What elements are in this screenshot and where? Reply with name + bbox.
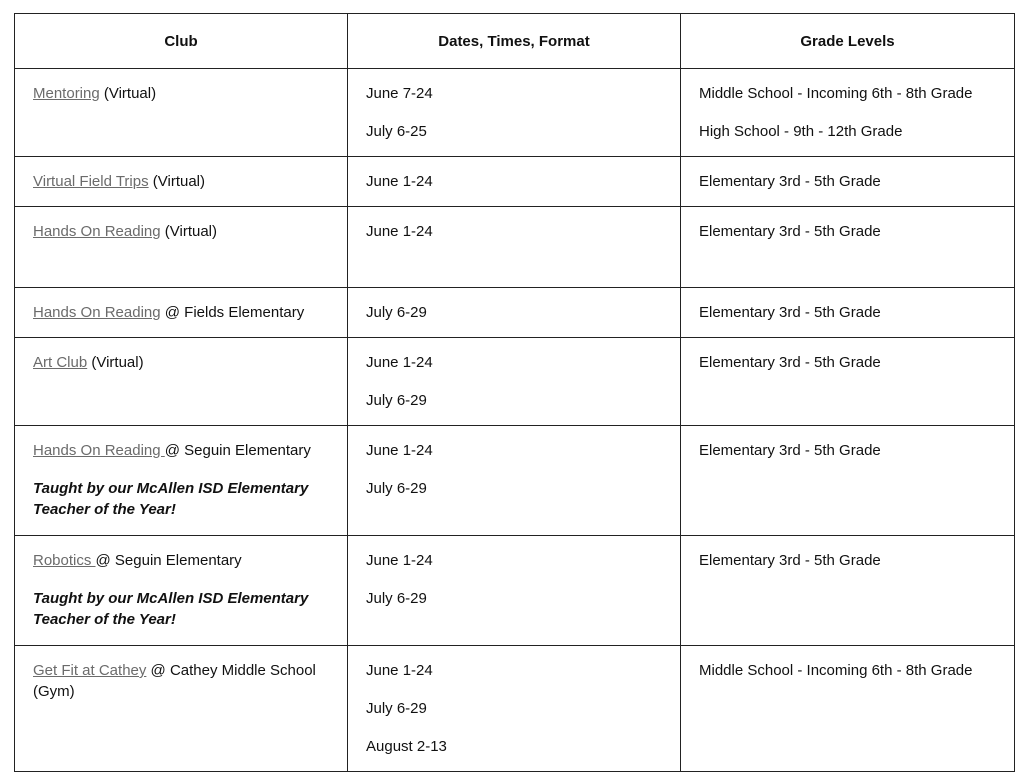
grade-level: High School - 9th - 12th Grade	[699, 123, 903, 140]
club-location: @ Cathey Middle School (Gym)	[33, 662, 316, 700]
club-cell	[15, 69, 348, 157]
table-row	[15, 288, 1015, 338]
grades-cell	[681, 69, 1015, 157]
dates-cell	[348, 536, 681, 646]
date-range: June 7-24	[366, 85, 433, 102]
date-range: July 6-29	[366, 590, 427, 607]
club-cell	[15, 157, 348, 207]
date-range: August 2-13	[366, 738, 447, 755]
dates-cell	[348, 69, 681, 157]
date-range: July 6-29	[366, 392, 427, 409]
grades-cell	[681, 207, 1015, 288]
dates-cell	[348, 288, 681, 338]
table-row	[15, 157, 1015, 207]
grades-cell	[681, 157, 1015, 207]
club-note: Taught by our McAllen ISD Elementary Teacher of the Year!	[33, 480, 309, 518]
club-cell	[15, 536, 348, 646]
club-link-robotics[interactable]: Robotics	[33, 552, 96, 569]
date-range: June 1-24	[366, 173, 433, 190]
club-format: (Virtual)	[160, 223, 217, 240]
club-link-hands-on-reading-fields[interactable]: Hands On Reading	[33, 304, 161, 321]
club-cell	[15, 646, 348, 772]
club-cell	[15, 426, 348, 536]
table-row	[15, 646, 1015, 772]
table-row	[15, 338, 1015, 426]
table-row	[15, 207, 1015, 288]
club-link-art-club[interactable]: Art Club	[33, 354, 88, 371]
grades-cell	[681, 426, 1015, 536]
date-range: June 1-24	[366, 442, 433, 459]
club-format: (Virtual)	[87, 354, 144, 371]
column-header-dates: Dates, Times, Format	[348, 14, 681, 69]
club-format: (Virtual)	[99, 85, 157, 102]
table-header-row	[15, 14, 1015, 69]
club-link-hands-on-reading-seguin[interactable]: Hands On Reading	[33, 442, 165, 459]
dates-cell	[348, 646, 681, 772]
grade-level: Elementary 3rd - 5th Grade	[699, 304, 881, 321]
clubs-table	[14, 13, 1015, 772]
dates-cell	[348, 426, 681, 536]
grade-level: Middle School - Incoming 6th - 8th Grade	[699, 662, 973, 679]
dates-cell	[348, 338, 681, 426]
club-cell	[15, 338, 348, 426]
grade-level: Elementary 3rd - 5th Grade	[699, 552, 881, 569]
grades-cell	[681, 536, 1015, 646]
grade-level: Elementary 3rd - 5th Grade	[699, 223, 881, 240]
date-range: June 1-24	[366, 662, 433, 679]
grade-level: Middle School - Incoming 6th - 8th Grade	[699, 85, 973, 102]
date-range: July 6-29	[366, 480, 427, 497]
dates-cell	[348, 207, 681, 288]
date-range: July 6-29	[366, 304, 427, 321]
date-range: June 1-24	[366, 552, 433, 569]
grade-level: Elementary 3rd - 5th Grade	[699, 354, 881, 371]
grade-level: Elementary 3rd - 5th Grade	[699, 173, 881, 190]
dates-cell	[348, 157, 681, 207]
club-location: @ Fields Elementary	[160, 304, 305, 321]
table-row	[15, 69, 1015, 157]
grades-cell	[681, 338, 1015, 426]
grade-level: Elementary 3rd - 5th Grade	[699, 442, 881, 459]
date-range: June 1-24	[366, 354, 433, 371]
club-link-hands-on-reading[interactable]: Hands On Reading	[33, 223, 161, 240]
date-range: June 1-24	[366, 223, 433, 240]
club-cell	[15, 207, 348, 288]
date-range: July 6-25	[366, 123, 427, 140]
club-location: @ Seguin Elementary	[95, 552, 242, 569]
club-link-get-fit-at-cathey[interactable]: Get Fit at Cathey	[33, 662, 147, 679]
table-row	[15, 426, 1015, 536]
club-link-mentoring[interactable]: Mentoring	[33, 85, 100, 102]
column-header-club: Club	[15, 14, 348, 69]
grades-cell	[681, 288, 1015, 338]
club-location: @ Seguin Elementary	[164, 442, 311, 459]
column-header-grades: Grade Levels	[681, 14, 1015, 69]
club-link-virtual-field-trips[interactable]: Virtual Field Trips	[33, 173, 149, 190]
table-row	[15, 536, 1015, 646]
grades-cell	[681, 646, 1015, 772]
date-range: July 6-29	[366, 700, 427, 717]
club-format: (Virtual)	[148, 173, 206, 190]
club-cell	[15, 288, 348, 338]
club-note: Taught by our McAllen ISD Elementary Teacher of the Year!	[33, 590, 309, 628]
